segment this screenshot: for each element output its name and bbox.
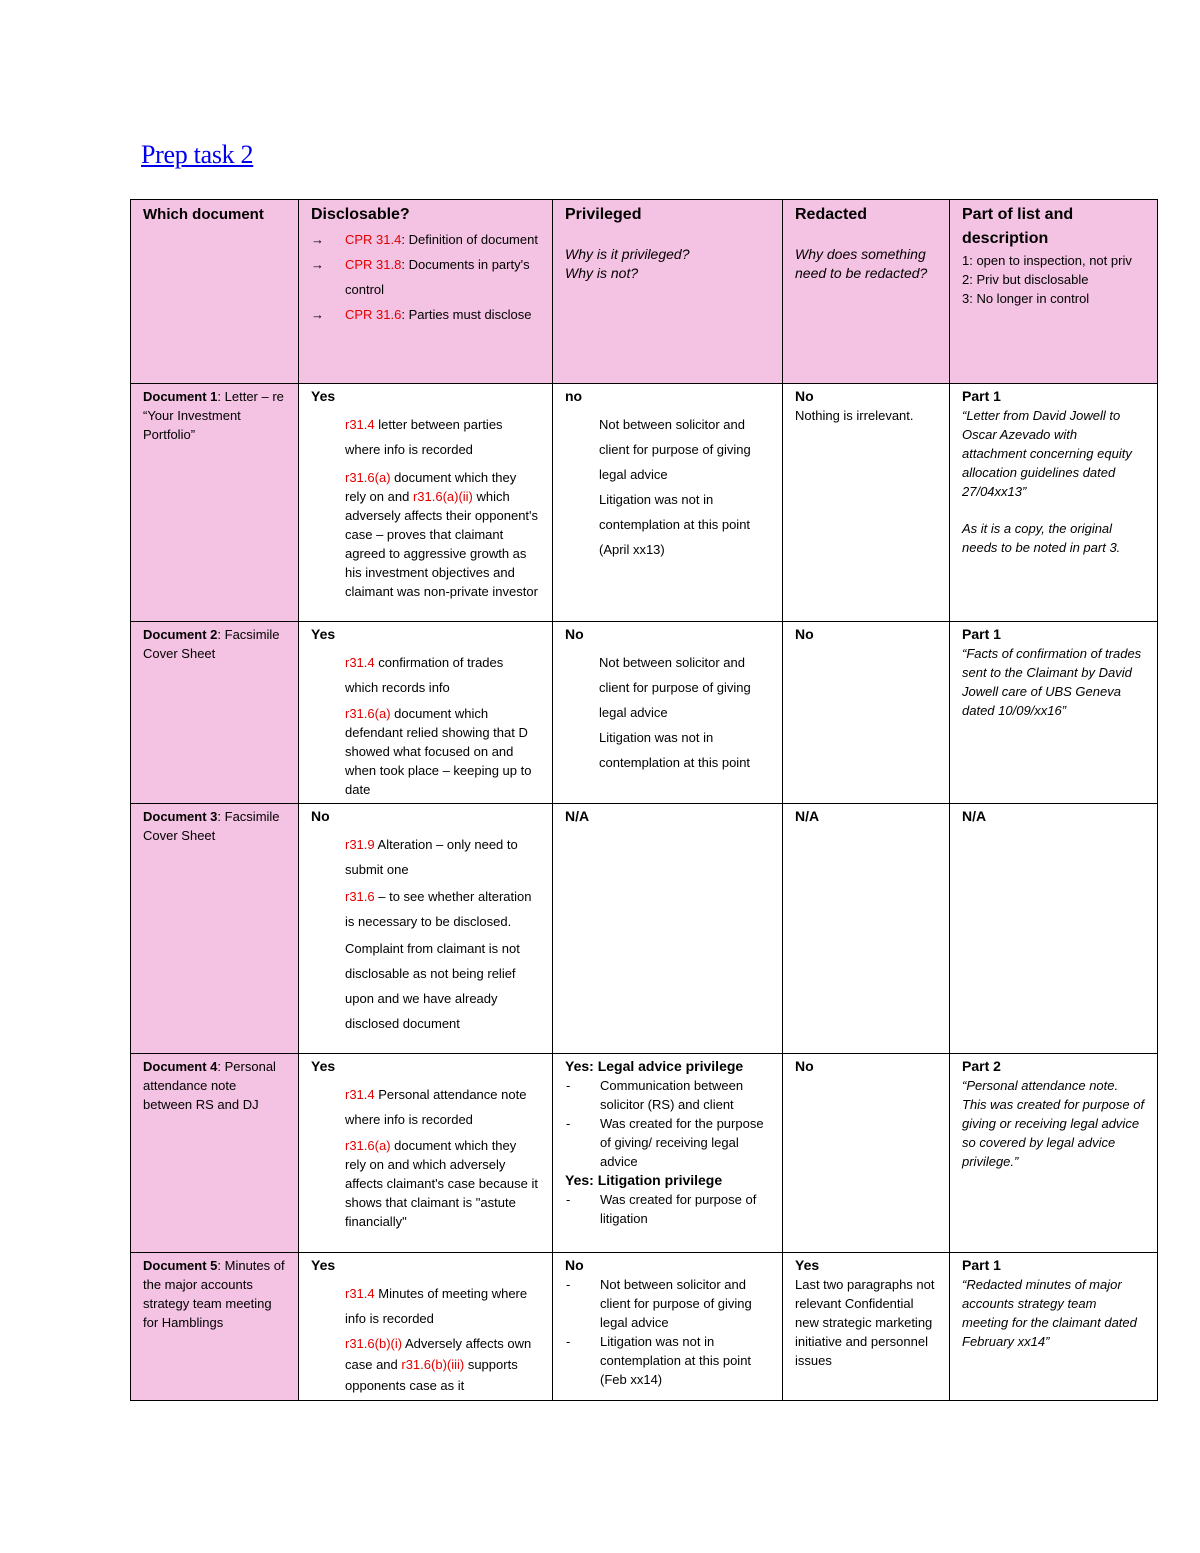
document-cell: Document 3: Facsimile Cover Sheet [131,804,299,1054]
page-title[interactable]: Prep task 2 [141,140,254,169]
redacted-cell: No [783,622,950,804]
disclosable-cell: Yes r31.4 letter between parties where info is recorded r31.6(a) document which they rely on and r31.6(a)(ii) which adversely affects their opponent's case – proves that claimant agreed to aggressive growth as his investment objectives and claimant was non-private investor [299,384,553,622]
redacted-cell: N/A [783,804,950,1054]
disclosable-cell: No r31.9 Alteration – only need to submit one r31.6 – to see whether alteration is necessary to be disclosed. Complaint from claimant is not disclosable as not being relief upon and we have already disclosed document [299,804,553,1054]
cpr-item: → CPR 31.8: Documents in party's control [311,252,540,302]
disclosable-cell: Yes r31.4 Minutes of meeting where info is recorded r31.6(b)(i) Adversely affects own case and r31.6(b)(iii) supports opponents case as it [299,1253,553,1401]
header-which-document: Which document [131,200,299,384]
document-cell: Document 1: Letter – re “Your Investment Portfolio” [131,384,299,622]
disclosure-table [130,199,1158,1401]
privileged-cell: No - Not between solicitor and client for purpose of giving legal advice - Litigation was not in contemplation at this point (Feb xx14) [553,1253,783,1401]
cpr-item: → CPR 31.4: Definition of document [311,227,540,252]
document-cell: Document 5: Minutes of the major accounts strategy team meeting for Hamblings [131,1253,299,1401]
privileged-cell: N/A [553,804,783,1054]
cpr-item: → CPR 31.6: Parties must disclose [311,302,540,327]
list-item: - Communication between solicitor (RS) and client [566,1078,744,1112]
redacted-cell: No [783,1054,950,1253]
disclosable-cell: Yes r31.4 Personal attendance note where info is recorded r31.6(a) document which they rely on and which adversely affects claimant's case because it shows that claimant is "astute financially" [299,1054,553,1253]
part-cell: Part 2 “Personal attendance note. This was created for purpose of giving or receiving legal advice so covered by legal advice privilege.” [950,1054,1158,1253]
list-item: - Was created for the purpose of giving/ receiving legal advice [566,1116,764,1169]
table-row [131,384,1158,622]
header-privileged: Privileged Why is it privileged? Why is not? [553,200,783,384]
privileged-cell: No Not between solicitor and client for purpose of giving legal advice Litigation was not in contemplation at this point [553,622,783,804]
arrow-icon: → [311,307,324,322]
header-redacted: Redacted Why does something need to be redacted? [783,200,950,384]
table-row [131,1253,1158,1401]
privileged-cell: Yes: Legal advice privilege - Communication between solicitor (RS) and client - Was created for the purpose of giving/ receiving legal advice Yes: Litigation privilege - Was created for purpose of litigation [553,1054,783,1253]
list-item: - Litigation was not in contemplation at this point (Feb xx14) [566,1334,752,1387]
part-cell: Part 1 “Facts of confirmation of trades sent to the Claimant by David Jowell care of UBS Geneva dated 10/09/xx16” [950,622,1158,804]
arrow-icon: → [311,257,324,272]
header-row [131,200,1158,384]
privileged-cell: no Not between solicitor and client for purpose of giving legal advice Litigation was not in contemplation at this point (April xx13) [553,384,783,622]
arrow-icon: → [311,232,324,247]
disclosable-cell: Yes r31.4 confirmation of trades which records info r31.6(a) document which defendant relied showing that D showed what focused on and when took place – keeping up to date [299,622,553,804]
header-disclosable: Disclosable? → CPR 31.4: Definition of document → CPR 31.8: Documents in party's control → CPR 31.6: Parties must disclose [299,200,553,384]
document-cell: Document 4: Personal attendance note between RS and DJ [131,1054,299,1253]
part-cell: Part 1 “Letter from David Jowell to Oscar Azevado with attachment concerning equity allocation guidelines dated 27/04xx13” As it is a copy, the original needs to be noted in part 3. [950,384,1158,622]
redacted-cell: Yes Last two paragraphs not relevant Confidential new strategic marketing initiative and personnel issues [783,1253,950,1401]
list-item: - Not between solicitor and client for purpose of giving legal advice [566,1277,752,1330]
document-cell: Document 2: Facsimile Cover Sheet [131,622,299,804]
list-item: - Was created for purpose of litigation [566,1192,757,1226]
table-row [131,622,1158,804]
header-part-of-list: Part of list and description 1: open to inspection, not priv 2: Priv but disclosable 3: No longer in control [950,200,1158,384]
part-cell: N/A [950,804,1158,1054]
part-cell: Part 1 “Redacted minutes of major accounts strategy team meeting for the claimant dated February xx14” [950,1253,1158,1401]
table-row [131,1054,1158,1253]
table-row [131,804,1158,1054]
redacted-cell: No Nothing is irrelevant. [783,384,950,622]
